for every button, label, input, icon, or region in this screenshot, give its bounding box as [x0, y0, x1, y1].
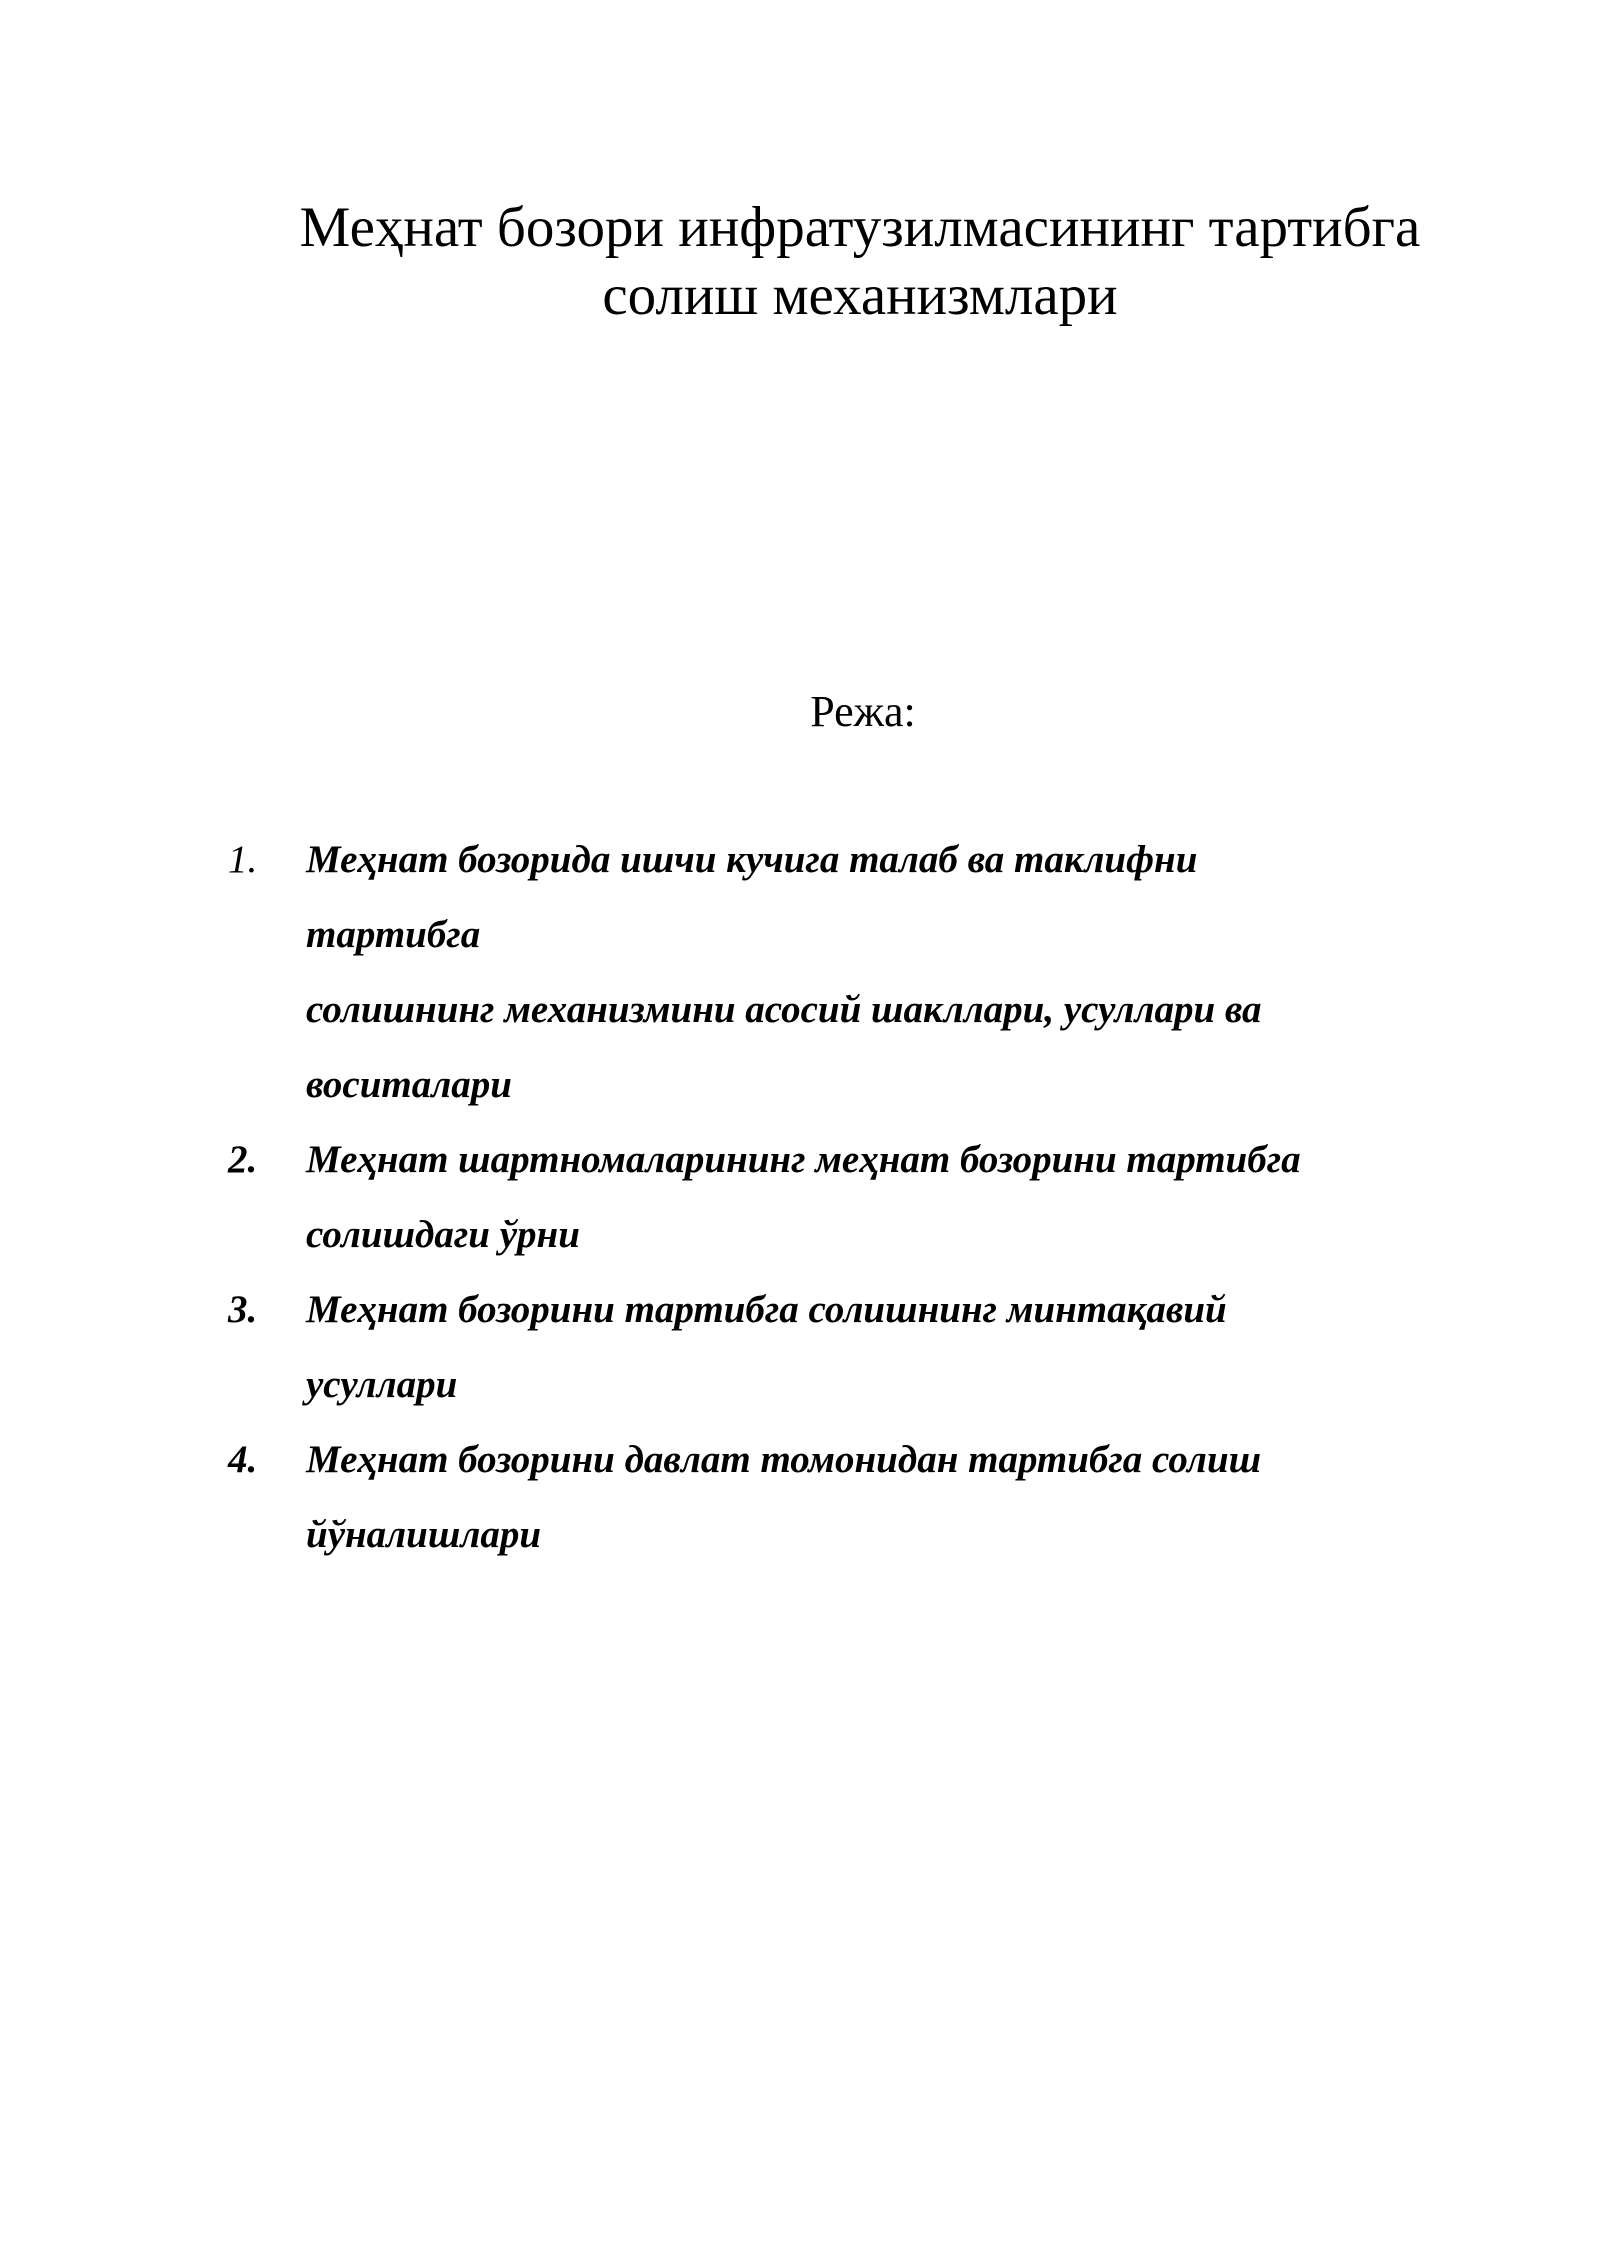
title-line: солиш механизмлари — [602, 264, 1118, 328]
plan-heading: Режа: — [810, 687, 916, 736]
plan-item — [228, 822, 1468, 1122]
plan-item-number: 1. — [228, 838, 258, 881]
plan-item-number: 3. — [228, 1288, 258, 1331]
plan-item-line: йўналишлари — [306, 1513, 542, 1556]
plan-item — [228, 1272, 1468, 1422]
plan-item-text — [306, 1422, 1468, 1572]
plan-item-text — [306, 822, 1468, 1122]
plan-item-line: тартибга — [306, 913, 481, 956]
plan-item-line: Меҳнат бозорини тартибга солишнинг минтақавий — [306, 1288, 1227, 1331]
plan-item-line: усуллари — [306, 1363, 458, 1406]
plan-item — [228, 1422, 1468, 1572]
plan-item-text — [306, 1272, 1468, 1422]
plan-item-text — [306, 1122, 1468, 1272]
page-title — [260, 194, 1460, 330]
plan-item-line: Меҳнат бозорини давлат томонидан тартибга солиш — [306, 1438, 1262, 1481]
plan-item-line: Меҳнат бозорида ишчи кучига талаб ва таклифни — [306, 838, 1198, 881]
plan-item-line: солишнинг механизмини асосий шакллари, усуллари ва — [306, 988, 1262, 1031]
plan-item-number: 2. — [228, 1138, 258, 1181]
plan-item-line: солишдаги ўрни — [306, 1213, 580, 1256]
plan-item — [228, 1122, 1468, 1272]
plan-list — [228, 822, 1468, 1572]
plan-item-number: 4. — [228, 1438, 258, 1481]
plan-item-line: Меҳнат шартномаларининг меҳнат бозорини тартибга — [306, 1138, 1301, 1181]
title-line: Меҳнат бозори инфратузилмасининг тартибга — [299, 196, 1421, 260]
plan-item-line: воситалари — [306, 1063, 512, 1106]
